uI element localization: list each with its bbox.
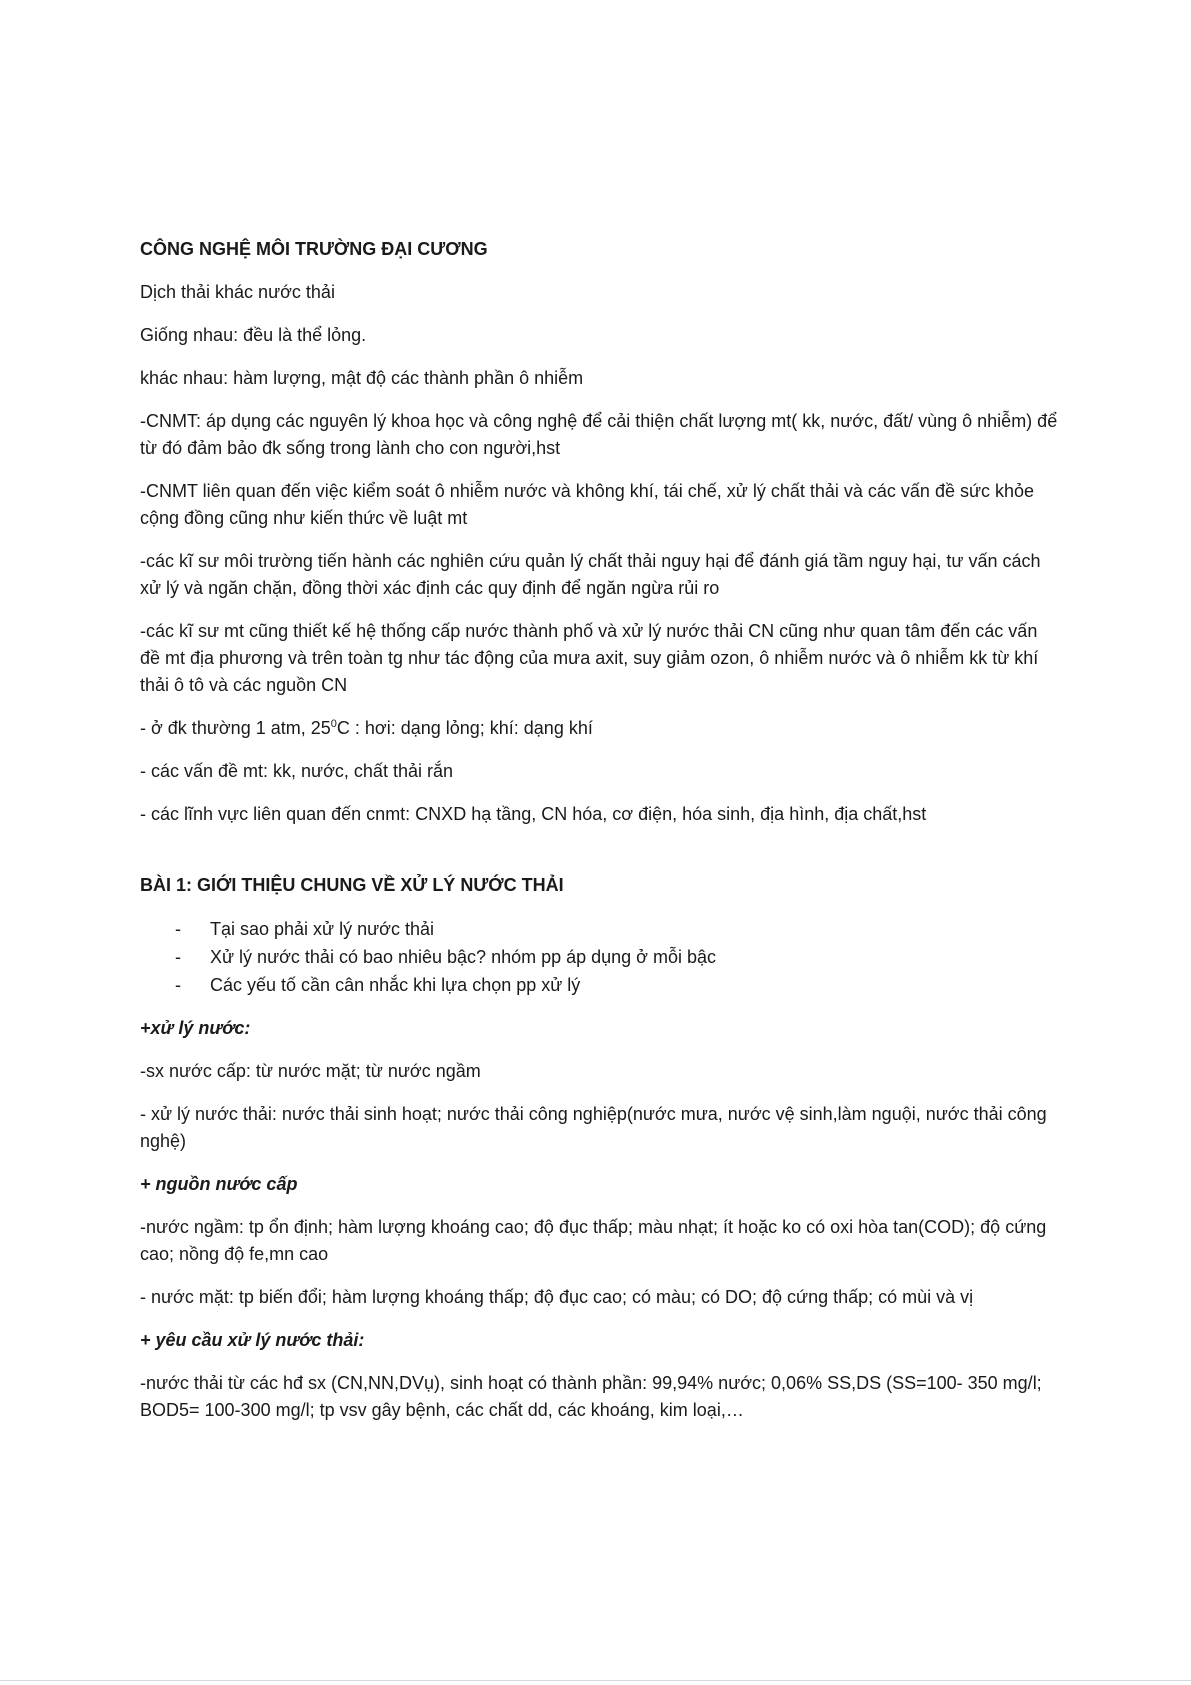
paragraph: -nước thải từ các hđ sx (CN,NN,DVụ), sinh hoạt có thành phần: 99,94% nước; 0,06% SS,DS (SS=100- 350 mg/l; BOD5= 100-300 mg/l; tp vsv gây bệnh, các chất dd, các khoáng, kim loại,… [140,1373,1042,1420]
list-item [140,971,1061,999]
paragraph: -sx nước cấp: từ nước mặt; từ nước ngầm [140,1061,481,1081]
list-item [140,915,1061,943]
paragraph: - xử lý nước thải: nước thải sinh hoạt; nước thải công nghiệp(nước mưa, nước vệ sinh,làm nguội, nước thải công nghệ) [140,1104,1047,1151]
paragraph: -CNMT liên quan đến việc kiểm soát ô nhiễm nước và không khí, tái chế, xử lý chất thải và các vấn đề sức khỏe cộng đồng cũng như kiến thức về luật mt [140,481,1035,528]
conditions-prefix: - ở đk thường 1 atm, 25 [140,718,331,738]
paragraph: -các kĩ sư môi trường tiến hành các nghiên cứu quản lý chất thải nguy hại để đánh giá tầm nguy hại, tư vấn cách xử lý và ngăn chặn, đồng thời xác định các quy định để ngăn ngừa rủi ro [140,551,1041,598]
list-item [140,943,1061,971]
paragraph: -nước ngầm: tp ổn định; hàm lượng khoáng cao; độ đục thấp; màu nhạt; ít hoặc ko có oxi hòa tan(COD); độ cứng cao; nồng độ fe,mn cao [140,1217,1047,1264]
list-marker: - [175,919,181,939]
paragraph: khác nhau: hàm lượng, mật độ các thành phần ô nhiễm [140,368,584,388]
question-list [140,915,1061,999]
list-item-text: Các yếu tố cần cân nhắc khi lựa chọn pp xử lý [210,975,581,995]
document-title: CÔNG NGHỆ MÔI TRƯỜNG ĐẠI CƯƠNG [140,239,488,259]
degree-superscript: 0 [330,718,337,730]
subheading-treatment: +xử lý nước: [140,1018,251,1038]
subheading-requirement: + yêu cầu xử lý nước thải: [140,1330,365,1350]
list-item-text: Xử lý nước thải có bao nhiêu bậc? nhóm pp áp dụng ở mỗi bậc [210,947,717,967]
conditions-paragraph [140,715,1061,742]
paragraph: -CNMT: áp dụng các nguyên lý khoa học và công nghệ để cải thiện chất lượng mt( kk, nước, đất/ vùng ô nhiễm) để từ đó đảm bảo đk sống trong lành cho con người,hst [140,411,1058,458]
paragraph: - nước mặt: tp biến đổi; hàm lượng khoáng thấp; độ đục cao; có màu; có DO; độ cứng thấp; có mùi và vị [140,1287,974,1307]
paragraph: - các vấn đề mt: kk, nước, chất thải rắn [140,761,453,781]
paragraph: - các lĩnh vực liên quan đến cnmt: CNXD hạ tầng, CN hóa, cơ điện, hóa sinh, địa hình, địa chất,hst [140,804,927,824]
list-marker: - [175,975,181,995]
paragraph: Giống nhau: đều là thể lỏng. [140,325,367,345]
list-marker: - [175,947,181,967]
section-title: BÀI 1: GIỚI THIỆU CHUNG VỀ XỬ LÝ NƯỚC THẢI [140,875,564,895]
paragraph: Dịch thải khác nước thải [140,282,335,302]
paragraph: -các kĩ sư mt cũng thiết kế hệ thống cấp nước thành phố và xử lý nước thải CN cũng như quan tâm đến các vấn đề mt địa phương và trên toàn tg như tác động của mưa axit, suy giảm ozon, ô nhiễm nước và ô nhiễm kk từ khí thải ô tô và các nguồn CN [140,621,1039,695]
subheading-source: + nguồn nước cấp [140,1174,298,1194]
conditions-suffix: C : hơi: dạng lỏng; khí: dạng khí [336,718,593,738]
list-item-text: Tại sao phải xử lý nước thải [210,919,434,939]
page-edge-divider [0,1680,1191,1681]
